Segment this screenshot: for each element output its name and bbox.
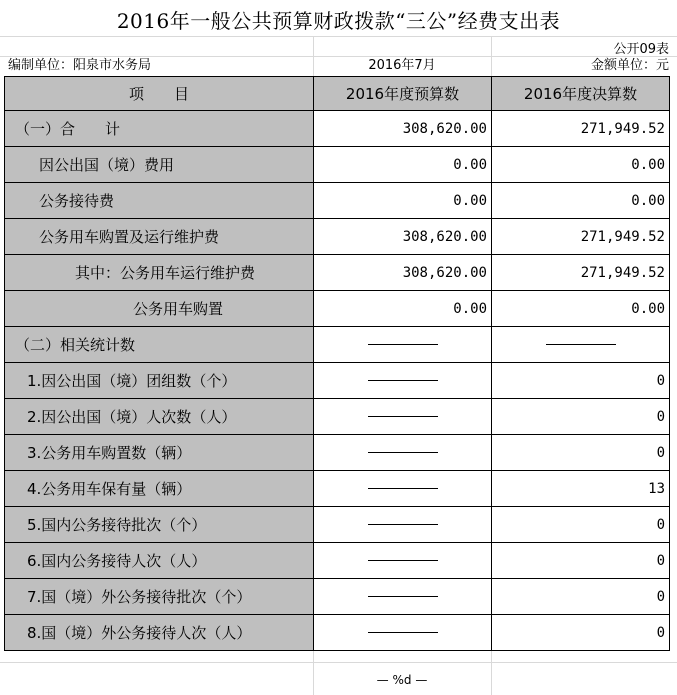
table-row: [5, 183, 670, 219]
final-value: 271,949.52: [492, 219, 670, 255]
budget-dash-cell: [314, 435, 492, 471]
table-row: [5, 291, 670, 327]
budget-dash-cell: [314, 327, 492, 363]
final-value: 0: [492, 579, 670, 615]
dash-placeholder: [368, 488, 438, 489]
column-header-budget: 2016年度预算数: [314, 77, 492, 111]
row-label: 公务用车购置: [5, 291, 314, 327]
gridline: [491, 646, 492, 695]
final-value: 0: [492, 435, 670, 471]
row-label: 因公出国（境）费用: [5, 147, 314, 183]
table-row: [5, 615, 670, 651]
form-number: 公开09表: [613, 42, 669, 57]
dash-placeholder: [368, 344, 438, 345]
dash-placeholder: [368, 452, 438, 453]
table-row: [5, 111, 670, 147]
final-value: 0: [492, 399, 670, 435]
final-value: 0.00: [492, 147, 670, 183]
final-value: 0: [492, 615, 670, 651]
dash-placeholder: [368, 416, 438, 417]
gridline: [0, 36, 677, 37]
row-label: 7.国（境）外公务接待批次（个）: [5, 579, 314, 615]
row-label: 6.国内公务接待人次（人）: [5, 543, 314, 579]
table-row: [5, 435, 670, 471]
row-label: 1.因公出国（境）团组数（个）: [5, 363, 314, 399]
table-row: [5, 507, 670, 543]
unit-row: [0, 56, 677, 76]
row-label: 公务接待费: [5, 183, 314, 219]
final-value: 0.00: [492, 291, 670, 327]
budget-dash-cell: [314, 399, 492, 435]
page-title: 2016年一般公共预算财政拨款“三公”经费支出表: [116, 9, 561, 33]
budget-dash-cell: [314, 471, 492, 507]
row-label: 8.国（境）外公务接待人次（人）: [5, 615, 314, 651]
budget-value: 0.00: [314, 147, 492, 183]
budget-dash-cell: [314, 507, 492, 543]
table-row: [5, 471, 670, 507]
final-value: 0: [492, 507, 670, 543]
table-row: [5, 579, 670, 615]
final-value: 0.00: [492, 183, 670, 219]
budget-value: 308,620.00: [314, 111, 492, 147]
gridline: [0, 662, 677, 663]
final-value: 0: [492, 363, 670, 399]
row-label: 4.公务用车保有量（辆）: [5, 471, 314, 507]
dash-placeholder: [546, 344, 616, 345]
page-number-footer: — %d —: [376, 673, 428, 687]
dash-placeholder: [368, 380, 438, 381]
final-value: 0: [492, 543, 670, 579]
budget-dash-cell: [314, 579, 492, 615]
row-label: （一）合 计: [5, 111, 314, 147]
row-label: 3.公务用车购置数（辆）: [5, 435, 314, 471]
budget-dash-cell: [314, 543, 492, 579]
budget-dash-cell: [314, 363, 492, 399]
table-row: [5, 147, 670, 183]
table-header-row: [5, 77, 670, 111]
row-label: 其中：公务用车运行维护费: [5, 255, 314, 291]
final-value: 271,949.52: [492, 255, 670, 291]
table-row: [5, 219, 670, 255]
row-label: 2.因公出国（境）人次数（人）: [5, 399, 314, 435]
column-header-item: 项 目: [5, 77, 314, 111]
reporting-unit: 编制单位：阳泉市水务局: [8, 58, 152, 73]
budget-value: 0.00: [314, 183, 492, 219]
row-label: 公务用车购置及运行维护费: [5, 219, 314, 255]
final-value: 13: [492, 471, 670, 507]
dash-placeholder: [368, 632, 438, 633]
table-row: [5, 363, 670, 399]
final-value: 271,949.52: [492, 111, 670, 147]
table-row: [5, 399, 670, 435]
dash-placeholder: [368, 596, 438, 597]
row-label: 5.国内公务接待批次（个）: [5, 507, 314, 543]
expense-table: [4, 76, 670, 651]
final-dash-cell: [492, 327, 670, 363]
budget-dash-cell: [314, 615, 492, 651]
row-label: （二）相关统计数: [5, 327, 314, 363]
table-row: [5, 327, 670, 363]
currency-unit: 金额单位：元: [590, 58, 669, 73]
column-header-final: 2016年度决算数: [492, 77, 670, 111]
budget-value: 308,620.00: [314, 255, 492, 291]
budget-value: 0.00: [314, 291, 492, 327]
table-row: [5, 543, 670, 579]
dash-placeholder: [368, 560, 438, 561]
report-date: 2016年7月: [368, 58, 436, 73]
dash-placeholder: [368, 524, 438, 525]
budget-value: 308,620.00: [314, 219, 492, 255]
table-row: [5, 255, 670, 291]
